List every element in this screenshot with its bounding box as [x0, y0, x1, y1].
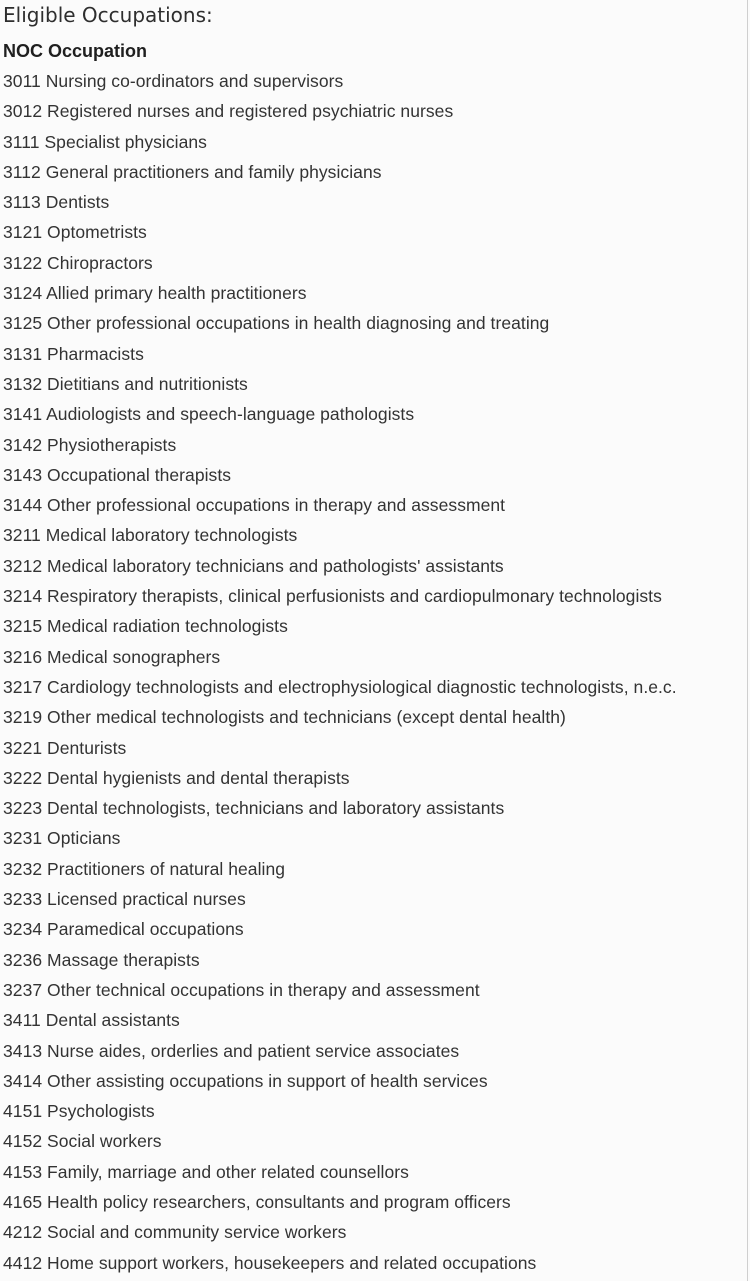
section-title: Eligible Occupations: — [3, 3, 213, 27]
occupation-item: 3233 Licensed practical nurses — [3, 889, 246, 910]
occupation-item: 3211 Medical laboratory technologists — [3, 525, 298, 546]
occupation-item: 3414 Other assisting occupations in support of health services — [3, 1070, 488, 1091]
occupation-item: 3411 Dental assistants — [3, 1010, 180, 1031]
occupation-item: 4212 Social and community service workers — [3, 1222, 347, 1243]
occupation-item: 3217 Cardiology technologists and electrophysiological diagnostic technologists, n.e.c. — [3, 676, 677, 697]
occupation-item: 3223 Dental technologists, technicians and laboratory assistants — [3, 798, 505, 819]
occupation-item: 3125 Other professional occupations in health diagnosing and treating — [3, 313, 550, 334]
occupation-item: 3221 Denturists — [3, 737, 127, 758]
occupation-item: 4412 Home support workers, housekeepers and related occupations — [3, 1252, 537, 1273]
occupation-item: 3212 Medical laboratory technicians and pathologists' assistants — [3, 555, 504, 576]
occupation-item: 3011 Nursing co-ordinators and supervisors — [3, 71, 344, 91]
occupation-item: 3122 Chiropractors — [3, 252, 153, 273]
occupation-item: 3413 Nurse aides, orderlies and patient service associates — [3, 1040, 460, 1061]
table-header: NOC Occupation — [3, 41, 148, 61]
occupation-item: 4153 Family, marriage and other related counsellors — [3, 1161, 409, 1182]
occupation-item: 3141 Audiologists and speech-language pathologists — [3, 404, 415, 425]
occupation-item: 3142 Physiotherapists — [3, 434, 177, 455]
occupation-item: 3131 Pharmacists — [3, 343, 144, 364]
occupation-item: 3111 Specialist physicians — [3, 131, 207, 152]
occupation-item: 3232 Practitioners of natural healing — [3, 858, 286, 879]
occupation-item: 3121 Optometrists — [3, 222, 147, 243]
occupation-item: 3216 Medical sonographers — [3, 646, 221, 667]
occupation-item: 3124 Allied primary health practitioners — [3, 283, 307, 304]
right-divider — [747, 0, 748, 1281]
occupation-item: 3231 Opticians — [3, 828, 121, 849]
occupation-item: 3237 Other technical occupations in therapy and assessment — [3, 979, 480, 1000]
occupation-item: 3222 Dental hygienists and dental therapists — [3, 767, 350, 788]
occupation-item: 3143 Occupational therapists — [3, 464, 232, 485]
occupation-item: 4152 Social workers — [3, 1131, 162, 1152]
occupation-list — [3, 66, 748, 1278]
occupation-item: 3236 Massage therapists — [3, 949, 200, 970]
occupation-item: 4165 Health policy researchers, consultants and program officers — [3, 1191, 511, 1212]
occupation-item: 3219 Other medical technologists and technicians (except dental health) — [3, 707, 566, 728]
occupation-item: 3234 Paramedical occupations — [3, 919, 244, 940]
occupation-item: 3214 Respiratory therapists, clinical perfusionists and cardiopulmonary technologists — [3, 586, 662, 607]
occupation-item: 3112 General practitioners and family physicians — [3, 161, 382, 182]
occupation-item: 3144 Other professional occupations in therapy and assessment — [3, 495, 506, 516]
occupation-item: 3215 Medical radiation technologists — [3, 616, 288, 637]
occupation-item: 3113 Dentists — [3, 192, 110, 213]
occupation-item: 3132 Dietitians and nutritionists — [3, 373, 248, 394]
occupation-item: 4151 Psychologists — [3, 1101, 155, 1122]
occupation-item: 3012 Registered nurses and registered psychiatric nurses — [3, 101, 454, 122]
